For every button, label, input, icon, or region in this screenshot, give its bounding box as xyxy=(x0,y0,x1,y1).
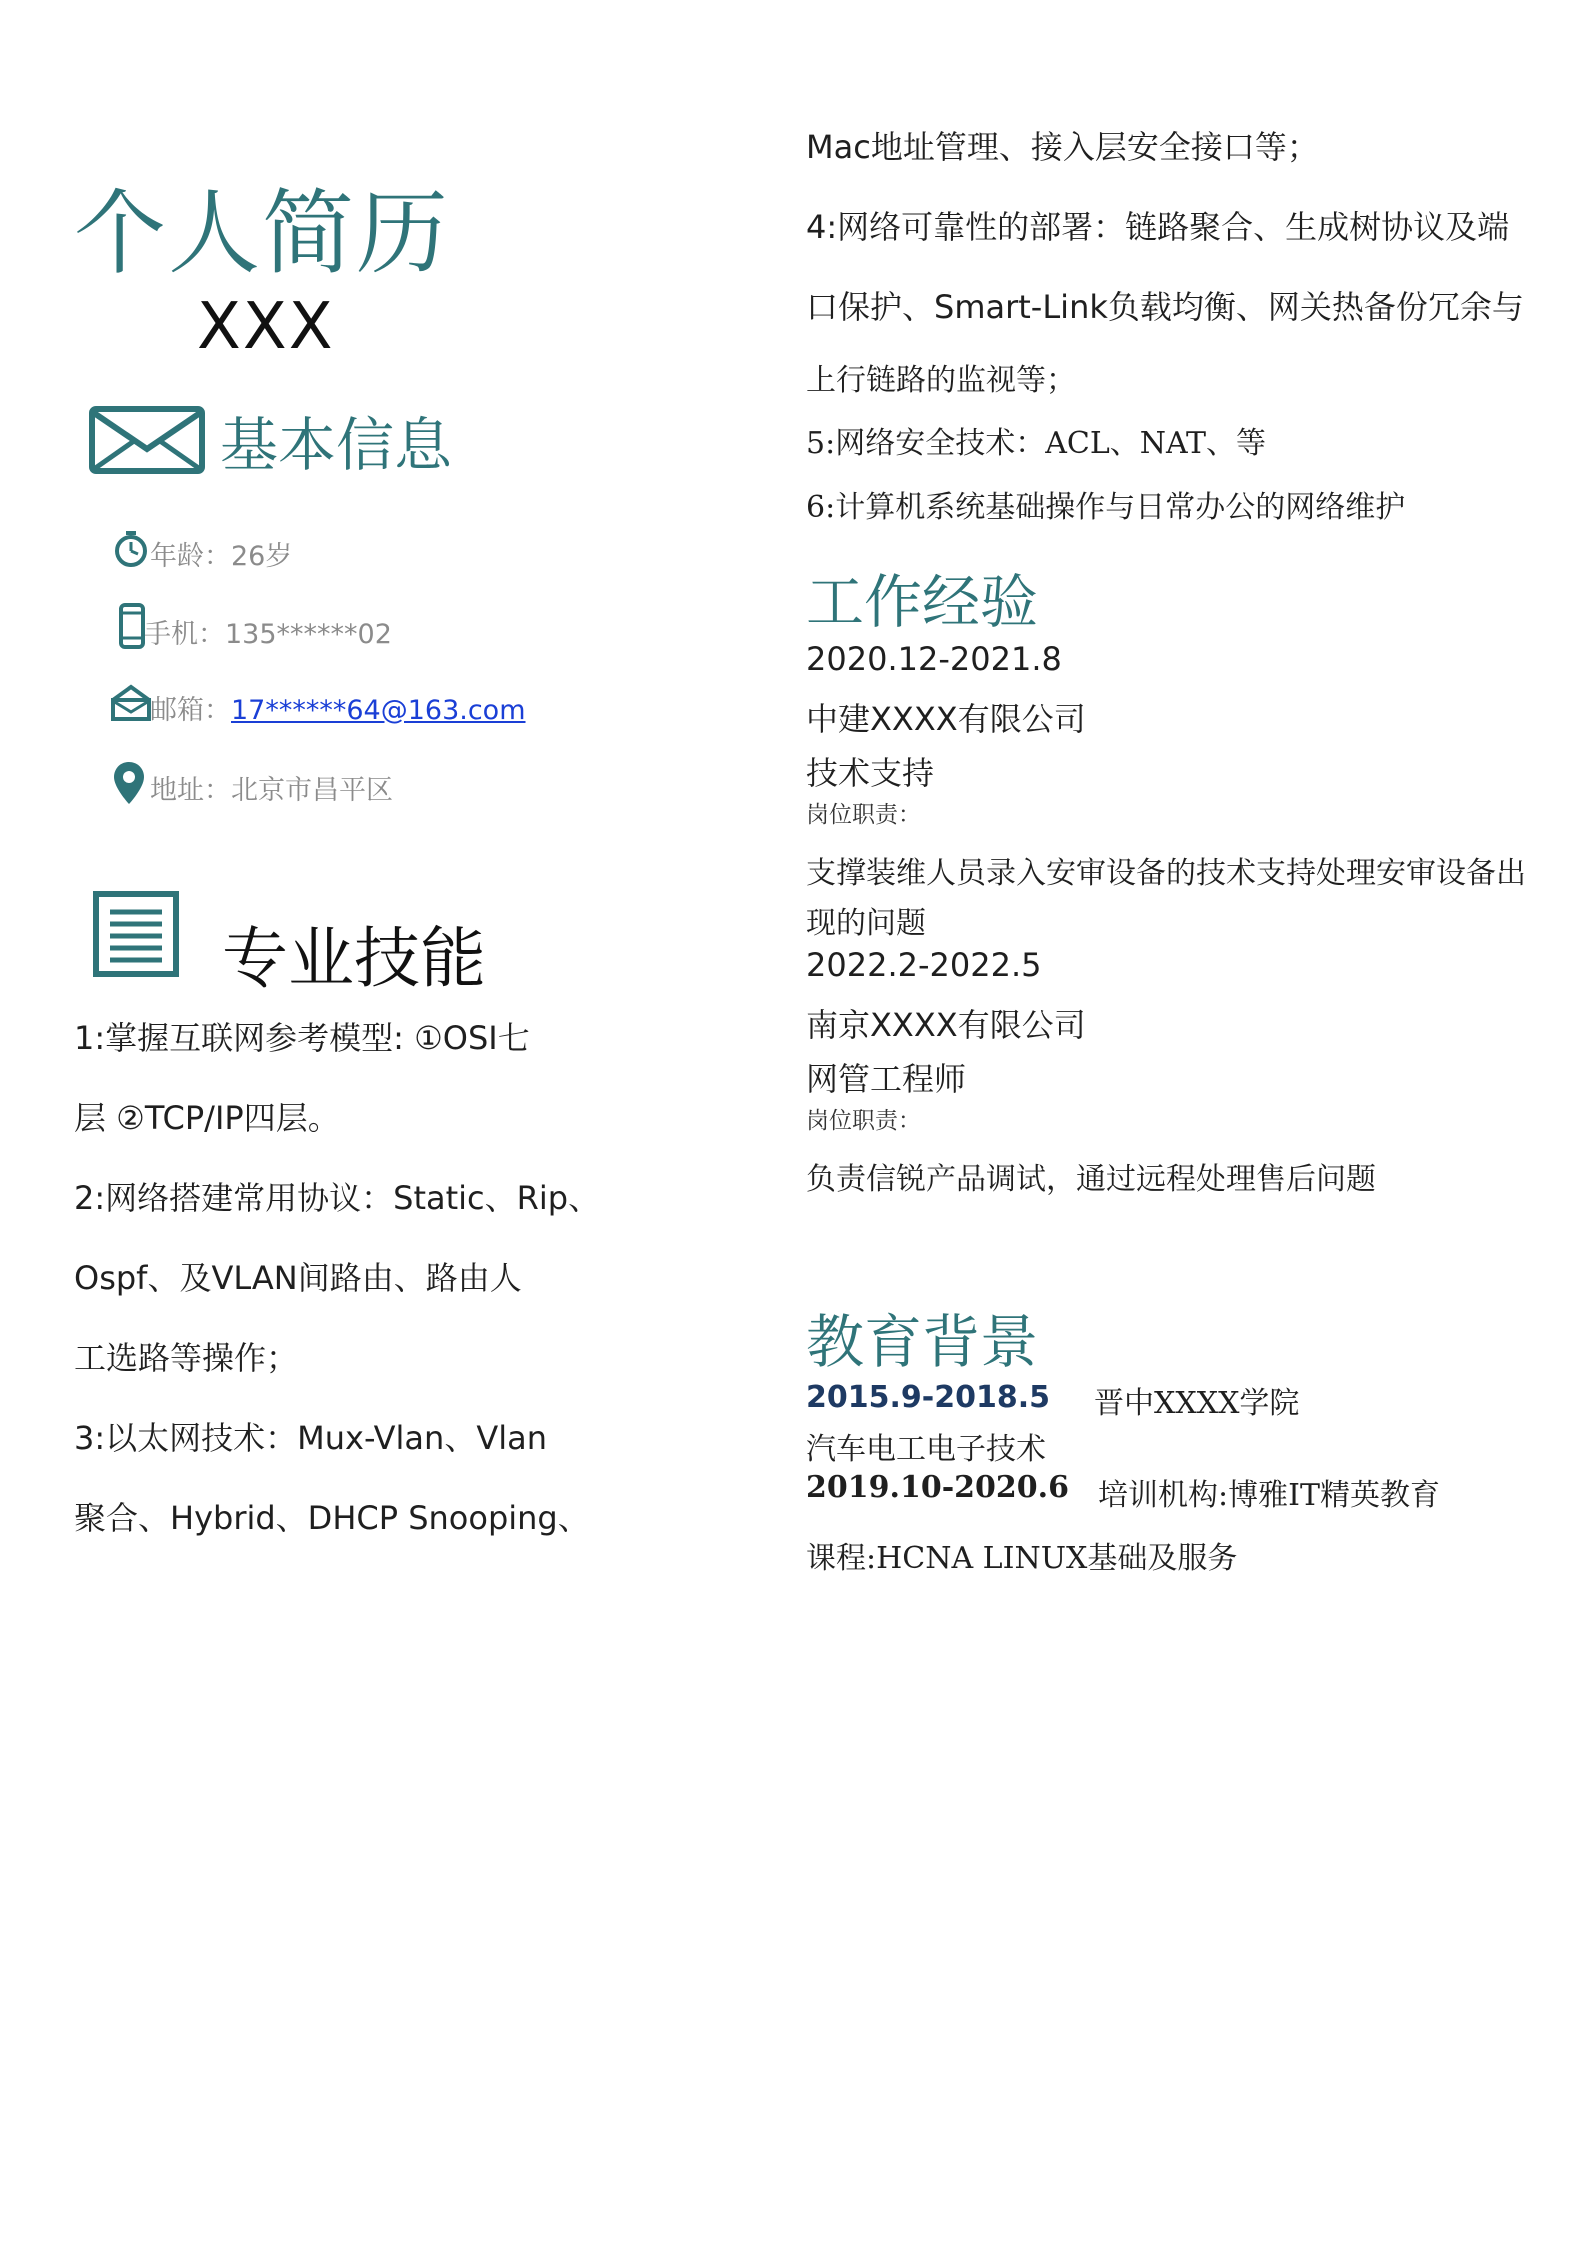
document-icon xyxy=(92,890,180,978)
phone-icon xyxy=(118,603,146,649)
clock-icon xyxy=(112,530,150,568)
skill-line: 3:以太网技术：Mux-Vlan、Vlan xyxy=(74,1419,547,1457)
edu-school: 晋中XXXX学院 xyxy=(1094,1386,1300,1421)
education-title: 教育背景 xyxy=(806,1308,1039,1376)
job-duty-line: 支撑装维人员录入安审设备的技术支持处理安审设备出 xyxy=(806,856,1526,891)
page-title: 个人简历 xyxy=(74,180,451,287)
phone-text: 手机：135******02 xyxy=(144,619,392,650)
work-title: 工作经验 xyxy=(806,568,1039,636)
email-label: 邮箱： xyxy=(150,695,231,726)
skill-cont-line: 上行链路的监视等； xyxy=(806,363,1076,398)
skill-line: 1:掌握互联网参考模型: ①OSI七 xyxy=(74,1019,530,1057)
skill-line: 聚合、Hybrid、DHCP Snooping、 xyxy=(74,1499,590,1537)
skill-line: Ospf、及VLAN间路由、路由人 xyxy=(74,1259,522,1297)
job-period: 2020.12-2021.8 xyxy=(806,640,1062,678)
skill-cont-line: 6:计算机系统基础操作与日常办公的网络维护 xyxy=(806,490,1406,525)
location-pin-icon xyxy=(112,760,146,806)
job-duty-label: 岗位职责： xyxy=(806,802,921,828)
skill-cont-line: 口保护、Smart-Link负载均衡、网关热备份冗余与 xyxy=(806,288,1524,326)
address-text: 地址：北京市昌平区 xyxy=(150,775,393,806)
email-link[interactable]: 17******64@163.com xyxy=(231,695,526,726)
edu-period: 2019.10-2020.6 xyxy=(806,1470,1069,1505)
job-period: 2022.2-2022.5 xyxy=(806,946,1042,984)
skill-line: 工选路等操作； xyxy=(74,1339,299,1377)
job-duty-line: 现的问题 xyxy=(806,906,926,941)
edu-major: 课程:HCNA LINUX基础及服务 xyxy=(806,1541,1238,1576)
email-row xyxy=(150,688,526,727)
edu-major: 汽车电工电子技术 xyxy=(806,1432,1046,1467)
job-role: 网管工程师 xyxy=(806,1060,967,1098)
job-duty-line: 负责信锐产品调试，通过远程处理售后问题 xyxy=(806,1162,1376,1197)
mail-icon xyxy=(88,405,206,475)
person-name: XXX xyxy=(197,290,335,364)
job-role: 技术支持 xyxy=(806,754,935,792)
job-company: 中建XXXX有限公司 xyxy=(806,700,1086,738)
skills-title: 专业技能 xyxy=(222,920,486,997)
skill-line: 层 ②TCP/IP四层。 xyxy=(74,1099,340,1137)
basic-info-title: 基本信息 xyxy=(220,411,453,479)
skill-line: 2:网络搭建常用协议：Static、Rip、 xyxy=(74,1179,601,1217)
skill-cont-line: 5:网络安全技术：ACL、NAT、等 xyxy=(806,426,1267,461)
envelope-icon xyxy=(110,684,152,722)
age-text: 年龄：26岁 xyxy=(150,541,293,572)
job-company: 南京XXXX有限公司 xyxy=(806,1006,1086,1044)
job-duty-label: 岗位职责： xyxy=(806,1108,921,1134)
edu-school: 培训机构:博雅IT精英教育 xyxy=(1098,1478,1440,1513)
edu-period: 2015.9-2018.5 xyxy=(806,1380,1050,1415)
skill-cont-line: Mac地址管理、接入层安全接口等； xyxy=(806,128,1319,166)
skill-cont-line: 4:网络可靠性的部署：链路聚合、生成树协议及端 xyxy=(806,208,1510,246)
